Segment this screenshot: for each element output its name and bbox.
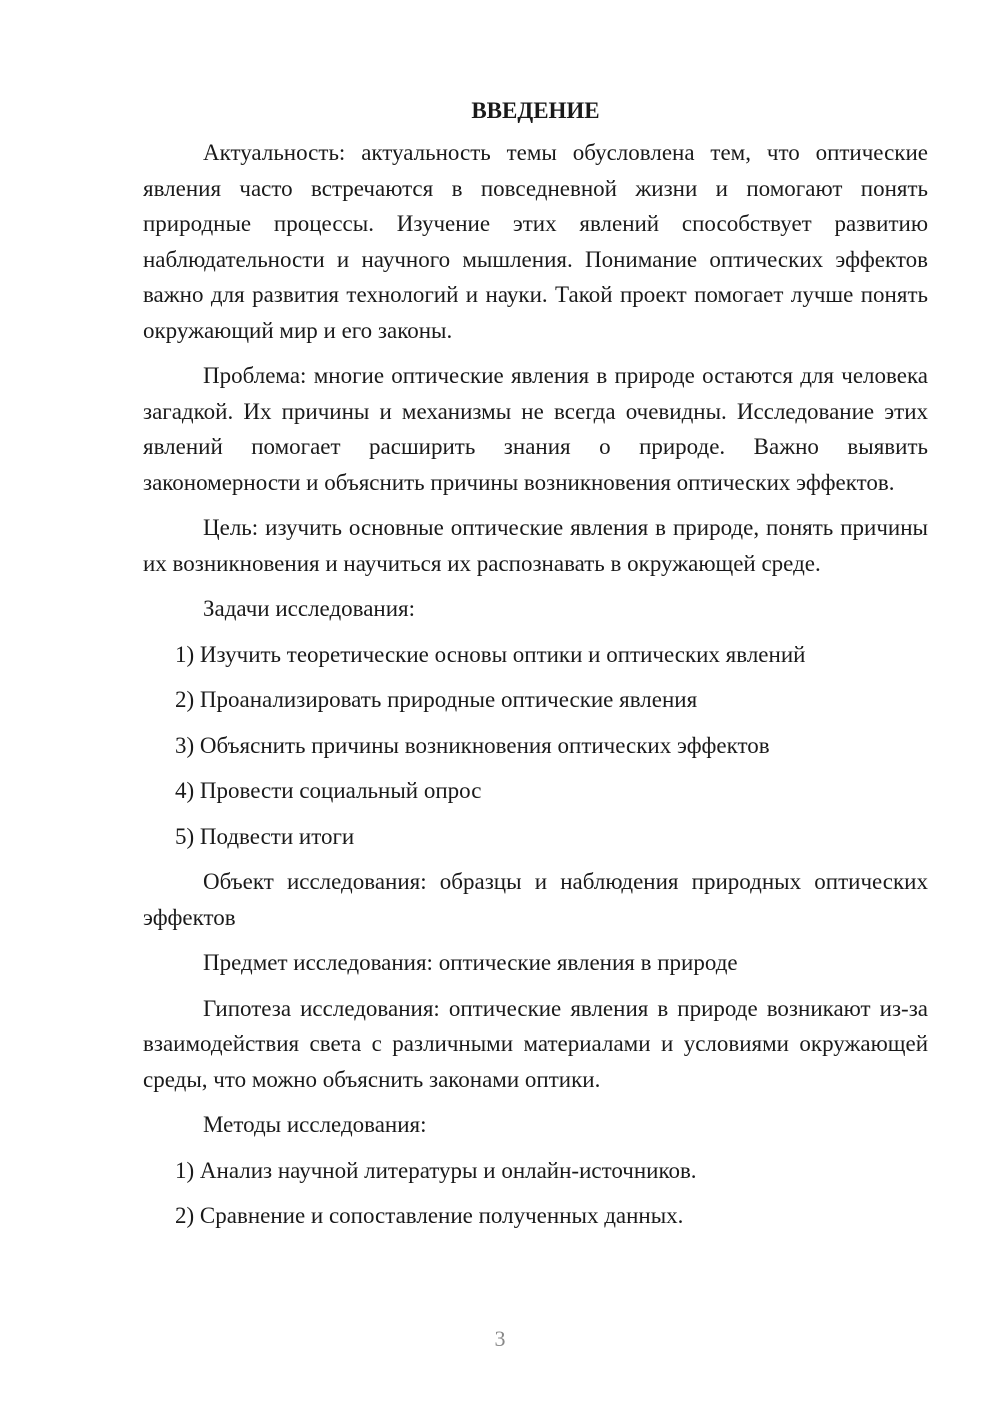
methods-heading: Методы исследования:	[203, 1112, 427, 1137]
list-item: 5) Подвести итоги	[175, 823, 355, 849]
methods-list	[143, 1153, 928, 1234]
paragraph-object: Объект исследования: образцы и наблюдения природных оптических эффектов	[143, 869, 928, 930]
tasks-list	[143, 637, 928, 855]
paragraph-relevance: Актуальность: актуальность темы обусловлена тем, что оптические явления часто встречаются в повседневной жизни и помогают понять природные процессы. Изучение этих явлений способствует развитию наблюдательности и научного мышления. Понимание оптических эффектов важно для развития технологий и науки. Такой проект помогает лучше понять окружающий мир и его законы.	[143, 140, 928, 343]
paragraph-goal: Цель: изучить основные оптические явления в природе, понять причины их возникновения и научиться их распознавать в окружающей среде.	[143, 515, 928, 576]
page-number: 3	[494, 1326, 506, 1351]
list-item: 2) Проанализировать природные оптические явления	[175, 687, 698, 712]
page-title: ВВЕДЕНИЕ	[471, 98, 600, 123]
list-item: 3) Объяснить причины возникновения оптических эффектов	[175, 732, 770, 758]
paragraph-subject: Предмет исследования: оптические явления в природе	[203, 950, 738, 975]
paragraph-problem: Проблема: многие оптические явления в природе остаются для человека загадкой. Их причины и механизмы не всегда очевидны. Исследование этих явлений помогает расширить знания о природе. Важно выявить закономерности и объяснить причины возникновения оптических эффектов.	[143, 363, 928, 495]
page-content	[143, 96, 928, 1244]
list-item: 1) Изучить теоретические основы оптики и оптических явлений	[175, 641, 806, 667]
paragraph-hypothesis: Гипотеза исследования: оптические явления в природе возникают из-за взаимодействия света с различными материалами и условиями окружающей среды, что можно объяснить законами оптики.	[143, 995, 928, 1092]
list-item: 1) Анализ научной литературы и онлайн-источников.	[175, 1157, 697, 1183]
tasks-heading: Задачи исследования:	[203, 596, 416, 621]
list-item: 4) Провести социальный опрос	[175, 778, 482, 803]
list-item: 2) Сравнение и сопоставление полученных данных.	[175, 1203, 684, 1228]
